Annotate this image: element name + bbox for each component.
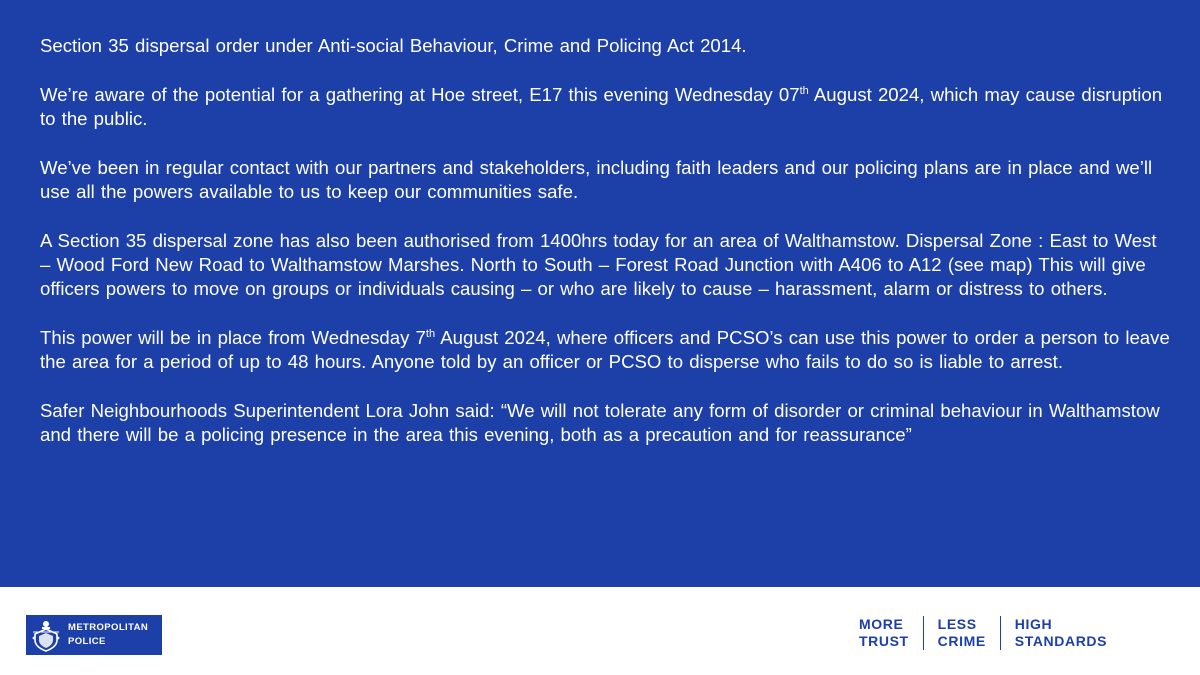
paragraph-text: August 2024, where officers and PCSO’s can use this power to order a person to leave the area for a period of up to 48 hours. Anyone told by an officer or PCSO to disperse who fails to do so is liable to arrest.: [40, 327, 1170, 372]
police-crest-icon: [30, 618, 62, 652]
paragraph-text: August 2024, which may cause disruption to the public.: [40, 84, 1163, 129]
logo-line-1: METROPOLITAN: [68, 622, 149, 633]
statement-paragraph-quote: Safer Neighbourhoods Superintendent Lora John said: “We will not tolerate any form of disorder or criminal behaviour in Walthamstow and there will be a policing presence in the area this evening, both as a precaution and for reassurance”: [40, 400, 1160, 445]
footer-bar: [0, 587, 1200, 675]
paragraph-text: We’re aware of the potential for a gathering at Hoe street, E17 this evening Wednesday 07: [40, 84, 800, 105]
slogan-more-trust: [859, 616, 923, 650]
statement-paragraph-gathering: [40, 83, 1170, 131]
slogan: [859, 616, 1121, 650]
slogan-high-standards: [1001, 616, 1121, 650]
slogan-top: HIGH: [1014, 616, 1053, 632]
slogan-top: MORE: [859, 616, 904, 632]
logo-line-2: POLICE: [68, 636, 106, 647]
slogan-bottom: STANDARDS: [1014, 633, 1108, 649]
ordinal-suffix: th: [425, 327, 436, 340]
logo-wordmark: [68, 621, 148, 649]
metropolitan-police-logo: [26, 615, 162, 655]
slogan-bottom: CRIME: [937, 633, 986, 649]
slogan-top: LESS: [937, 616, 977, 632]
slogan-less-crime: [924, 616, 1000, 650]
paragraph-text: This power will be in place from Wednesday 7: [40, 327, 426, 348]
statement-title: Section 35 dispersal order under Anti-social Behaviour, Crime and Policing Act 2014.: [40, 35, 747, 56]
statement-paragraph-power: [40, 326, 1170, 374]
statement-paragraph-dispersal-zone: A Section 35 dispersal zone has also been authorised from 1400hrs today for an area of Walthamstow. Dispersal Zone : East to West – Wood Ford New Road to Walthamstow Marshes. North to South – Forest Road Junction with A406 to A12 (see map) This will give officers powers to move on groups or individuals causing – or who are likely to cause – harassment, alarm or distress to others.: [40, 230, 1157, 299]
slogan-bottom: TRUST: [859, 633, 909, 649]
ordinal-suffix: th: [799, 84, 809, 97]
statement-paragraph-partners: We’ve been in regular contact with our partners and stakeholders, including faith leaders and our policing plans are in place and we’ll use all the powers available to us to keep our communities safe.: [40, 157, 1153, 202]
